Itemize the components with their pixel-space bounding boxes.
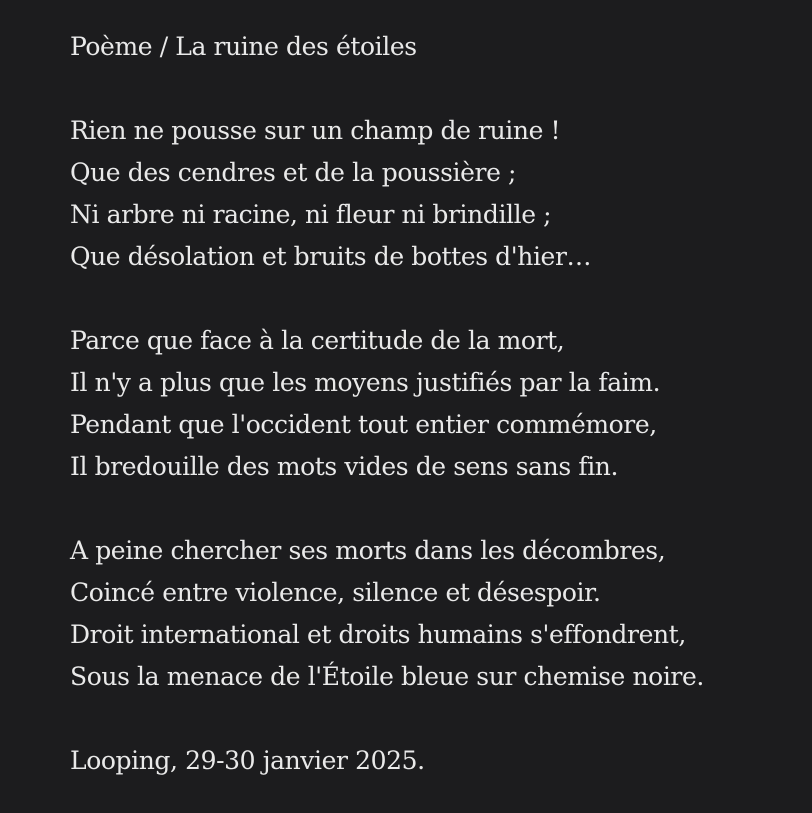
verse-line: Pendant que l'occident tout entier commémore,: [70, 410, 657, 439]
signature: Looping, 29-30 janvier 2025.: [70, 746, 425, 775]
verse-line: Rien ne pousse sur un champ de ruine !: [70, 116, 561, 145]
verse-line: Droit international et droits humains s'effondrent,: [70, 620, 686, 649]
verse-line: Que désolation et bruits de bottes d'hier…: [70, 242, 592, 271]
verse-line: Sous la menace de l'Étoile bleue sur chemise noire.: [70, 662, 704, 691]
poem: [70, 26, 800, 782]
stanza-1: [70, 110, 800, 278]
verse-line: Il bredouille des mots vides de sens sans fin.: [70, 452, 619, 481]
verse-line: Ni arbre ni racine, ni fleur ni brindille ;: [70, 200, 552, 229]
verse-line: Parce que face à la certitude de la mort,: [70, 326, 565, 355]
poem-title: Poème / La ruine des étoiles: [70, 32, 417, 61]
stanza-2: [70, 320, 800, 488]
verse-line: Coincé entre violence, silence et désespoir.: [70, 578, 601, 607]
stanza-3: [70, 530, 800, 698]
verse-line: Que des cendres et de la poussière ;: [70, 158, 517, 187]
verse-line: A peine chercher ses morts dans les décombres,: [70, 536, 666, 565]
verse-line: Il n'y a plus que les moyens justifiés par la faim.: [70, 368, 661, 397]
